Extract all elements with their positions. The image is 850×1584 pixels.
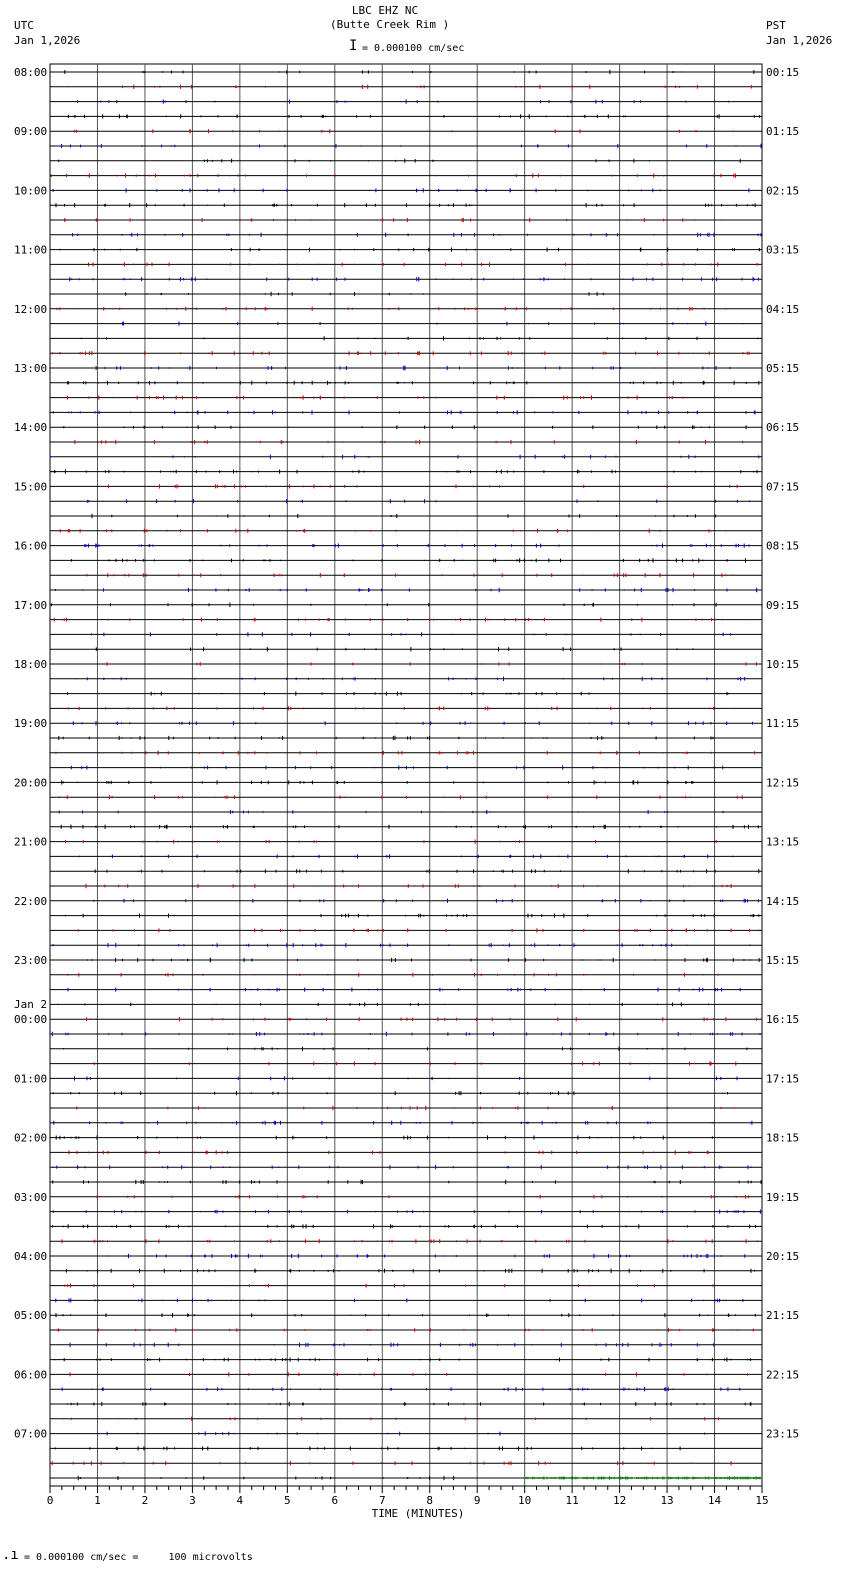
left-hour-label: 08:00 <box>14 66 48 79</box>
left-hour-label: 03:00 <box>14 1190 48 1204</box>
x-tick-label: 11 <box>565 1494 579 1507</box>
right-hour-label: 20:15 <box>766 1250 800 1263</box>
left-hour-label: 06:00 <box>14 1368 48 1382</box>
left-hour-label: 18:00 <box>14 658 48 671</box>
left-timezone: UTC <box>14 19 34 32</box>
right-hour-label: 18:15 <box>766 1131 800 1145</box>
left-hour-label: 02:00 <box>14 1131 48 1145</box>
footer-scale-label: = 0.000100 cm/sec = 100 microvolts <box>24 1552 253 1563</box>
left-hour-label: 01:00 <box>14 1072 48 1086</box>
right-hour-label: 22:15 <box>766 1368 800 1382</box>
left-date: Jan 1,2026 <box>14 34 81 47</box>
left-hour-label: 15:00 <box>14 480 48 494</box>
right-hour-label: 10:15 <box>766 658 800 671</box>
right-hour-label: 07:15 <box>766 480 800 494</box>
x-axis-title: TIME (MINUTES) <box>371 1507 465 1520</box>
right-date: Jan 1,2026 <box>766 34 833 47</box>
station-location: (Butte Creek Rim ) <box>330 18 450 31</box>
trace-layer <box>50 70 762 1480</box>
left-hour-label: 14:00 <box>14 421 48 435</box>
x-tick-label: 0 <box>46 1494 54 1507</box>
left-hour-label: 10:00 <box>14 184 48 198</box>
station-title: LBC EHZ NC <box>351 4 419 17</box>
right-hour-label: 01:15 <box>766 125 800 139</box>
x-tick-label: 8 <box>426 1494 434 1507</box>
x-tick-label: 10 <box>518 1494 532 1507</box>
right-hour-label: 13:15 <box>766 835 800 849</box>
right-hour-label: 03:15 <box>766 243 800 257</box>
x-tick-label: 14 <box>707 1494 722 1507</box>
left-hour-label: 07:00 <box>14 1427 48 1441</box>
left-hour-label: 05:00 <box>14 1309 48 1323</box>
left-hour-label: 04:00 <box>14 1250 48 1263</box>
right-hour-label: 00:15 <box>766 66 800 79</box>
left-date-label: Jan 2 <box>14 998 48 1012</box>
x-tick-label: 9 <box>473 1494 481 1507</box>
right-timezone: PST <box>766 19 786 32</box>
left-hour-label: 00:00 <box>14 1013 48 1027</box>
x-tick-label: 5 <box>284 1494 291 1507</box>
x-tick-label: 4 <box>236 1494 244 1507</box>
left-hour-label: 20:00 <box>14 776 48 790</box>
time-axis <box>47 1486 769 1520</box>
x-tick-label: 12 <box>612 1494 627 1507</box>
scale-bar-icon: I <box>349 38 358 54</box>
left-hour-label: 13:00 <box>14 362 48 375</box>
left-hour-label: 23:00 <box>14 954 48 967</box>
left-hour-label: 19:00 <box>14 717 48 731</box>
x-tick-label: 7 <box>378 1494 386 1507</box>
left-hour-label: 22:00 <box>14 894 48 908</box>
left-hour-label: 16:00 <box>14 539 48 553</box>
left-hour-label: 11:00 <box>14 243 48 257</box>
right-hour-label: 06:15 <box>766 421 800 435</box>
right-hour-label: 23:15 <box>766 1427 800 1441</box>
right-hour-label: 15:15 <box>766 954 800 967</box>
right-hour-label: 16:15 <box>766 1013 800 1027</box>
left-hour-label: 21:00 <box>14 835 48 849</box>
footer-scale-bar-icon: .ı <box>2 1547 19 1563</box>
x-tick-label: 2 <box>141 1494 149 1507</box>
right-hour-label: 17:15 <box>766 1072 800 1086</box>
scale-label: = 0.000100 cm/sec <box>362 43 465 54</box>
x-tick-label: 6 <box>331 1494 339 1507</box>
left-hour-label: 09:00 <box>14 125 48 139</box>
right-hour-label: 02:15 <box>766 184 800 198</box>
right-hour-label: 05:15 <box>766 362 800 375</box>
x-tick-label: 15 <box>755 1494 769 1507</box>
right-hour-label: 14:15 <box>766 894 800 908</box>
grid <box>50 64 762 1486</box>
right-hour-label: 09:15 <box>766 598 800 612</box>
trace-signal-green <box>525 1476 762 1479</box>
left-hour-label: 12:00 <box>14 302 48 316</box>
x-tick-label: 3 <box>189 1494 196 1507</box>
right-hour-label: 21:15 <box>766 1309 800 1323</box>
right-hour-label: 11:15 <box>766 717 800 731</box>
right-hour-label: 08:15 <box>766 539 800 553</box>
x-tick-label: 13 <box>660 1494 674 1507</box>
right-hour-label: 04:15 <box>766 302 800 316</box>
left-hour-label: 17:00 <box>14 598 48 612</box>
right-hour-label: 19:15 <box>766 1190 800 1204</box>
right-hour-label: 12:15 <box>766 776 800 790</box>
x-tick-label: 1 <box>94 1494 101 1507</box>
plot-frame <box>50 64 762 1486</box>
